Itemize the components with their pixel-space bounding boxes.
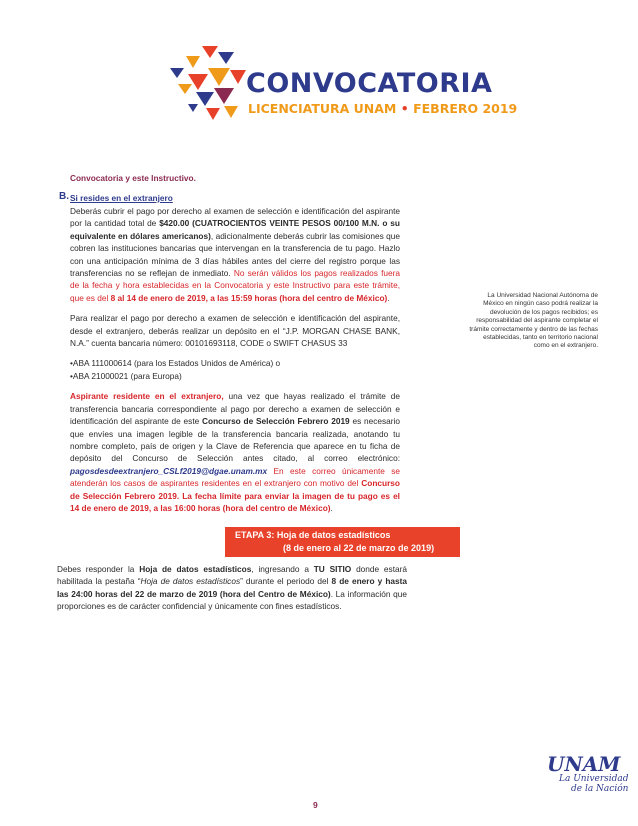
resident-label: Aspirante residente en el extranjero, — [70, 391, 224, 402]
unam-tagline — [559, 774, 629, 794]
tagline-line-2: de la Nación — [571, 784, 629, 794]
transfer-end: . — [330, 502, 333, 513]
payment-warning: No serán válidos los pagos realizados fuera de la fecha y hora establecidas en la Convocatoria y este Instructivo para este trámite, que es del — [70, 268, 400, 303]
subtitle-date: FEBRERO 2019 — [413, 101, 518, 116]
subtitle-program: LICENCIATURA UNAM — [248, 101, 397, 116]
etapa-text-3: donde estará habilitada la pestaña “ — [57, 564, 407, 587]
transfer-paragraph — [70, 390, 400, 514]
page-header — [168, 46, 518, 126]
etapa-text: Debes responder la — [57, 564, 140, 574]
side-note: La Universidad Nacional Autónoma de México en ningún caso podrá realizar la devolución de los pagos recibidos; es responsabilidad del aspirante completar el trámite correctamente y dentro de las fechas establecidas, tanto en territorio nacional como en el extranjero. — [469, 292, 598, 350]
email-link[interactable]: pagosdesdeextranjero_CSLf2019@dgae.unam.mx — [70, 465, 268, 476]
unam-mark: UNAM — [547, 752, 621, 776]
intro-line: Convocatoria y este Instructivo. — [70, 173, 196, 183]
etapa-text-5: . La información que proporciones es de carácter confidencial y únicamente con fines estadísticos. — [57, 588, 408, 612]
etapa-period: 8 de enero y hasta las 24:00 horas del 22 de marzo de 2019 (hora del Centro de México) — [57, 576, 407, 599]
email-note: En este correo únicamente se atenderán los casos de aspirantes residentes en el extranjero con motivo del — [70, 465, 400, 489]
etapa-site: TU SITIO — [313, 564, 352, 574]
bank-paragraph: Para realizar el pago por derecho a examen de selección e identificación del aspirante, desde el extranjero, deberás realizar un depósito en el “J.P. MORGAN CHASE BANK, N.A.” cuenta bancaria número: 00101693118, CODE o SWIFT CHASUS 33 — [70, 313, 400, 349]
etapa-text-2: , ingresando a — [251, 564, 314, 574]
triangle-pattern-logo — [168, 46, 248, 124]
section-title: Si resides en el extranjero — [70, 193, 173, 203]
payment-deadline: 8 al 14 de enero de 2019, a las 15:59 horas (hora del centro de México) — [110, 292, 388, 303]
page-subtitle — [248, 101, 517, 116]
etapa-paragraph — [57, 563, 407, 613]
section-letter: B. — [59, 191, 69, 202]
payment-amount: $420.00 (CUATROCIENTOS VEINTE PESOS 00/100 M.N. o su equivalente en dólares americanos) — [70, 218, 400, 241]
etapa-banner — [225, 527, 460, 557]
image-deadline: Concurso de Selección Febrero 2019. La fecha límite para enviar la imagen de tu pago es el 14 de enero de 2019, a las 16:00 horas (hora del centro de México) — [70, 478, 400, 513]
contest-name: Concurso de Selección Febrero 2019 — [202, 416, 350, 427]
banner-title: ETAPA 3: Hoja de datos estadísticos — [235, 530, 391, 540]
etapa-text-4: ” durante el periodo del — [240, 576, 332, 587]
payment-paragraph — [70, 205, 400, 304]
payment-text: Deberás cubrir el pago por derecho al examen de selección e identificación del aspirante por la cantidad total de — [70, 206, 400, 229]
page-number: 9 — [313, 800, 318, 810]
tagline-line-1: La Universidad — [559, 774, 629, 784]
aba-list — [70, 357, 400, 382]
list-item: •ABA 111000614 (para los Estados Unidos de América) o — [70, 358, 281, 369]
subtitle-separator: • — [400, 101, 409, 116]
transfer-text-2: es necesario que envíes una imagen legible de la transferencia bancaria realizada, anotando tu nombre completo, país de origen y la Clave de Referencia que aparece en tu ficha de depósito del Concurso de Selección antes citado, al correo electrónico: — [70, 416, 401, 464]
banner-dates: (8 de enero al 22 de marzo de 2019) — [283, 543, 435, 553]
payment-end: . — [387, 292, 390, 303]
unam-logo — [545, 752, 629, 802]
etapa-form-name: Hoja de datos estadísticos — [139, 564, 252, 574]
section-b-body — [70, 205, 400, 522]
page-title: CONVOCATORIA — [246, 68, 493, 99]
list-item: •ABA 21000021 (para Europa) — [70, 370, 182, 381]
payment-text-2: , adicionalmente deberás cubrir las comisiones que cobren las instituciones bancarias que intervengan en la transferencia de tu pago. Hazlo con una anticipación mínima de 3 días hábiles antes del cierre del registro porque las transferencias no se reflejan de inmediato. — [70, 230, 400, 279]
transfer-text: una vez que hayas realizado el trámite de transferencia bancaria correspondiente al pago por derecho a examen de selección e identificación del aspirante de este — [70, 391, 400, 427]
etapa-tab-name: Hoja de datos estadísticos — [140, 576, 241, 587]
